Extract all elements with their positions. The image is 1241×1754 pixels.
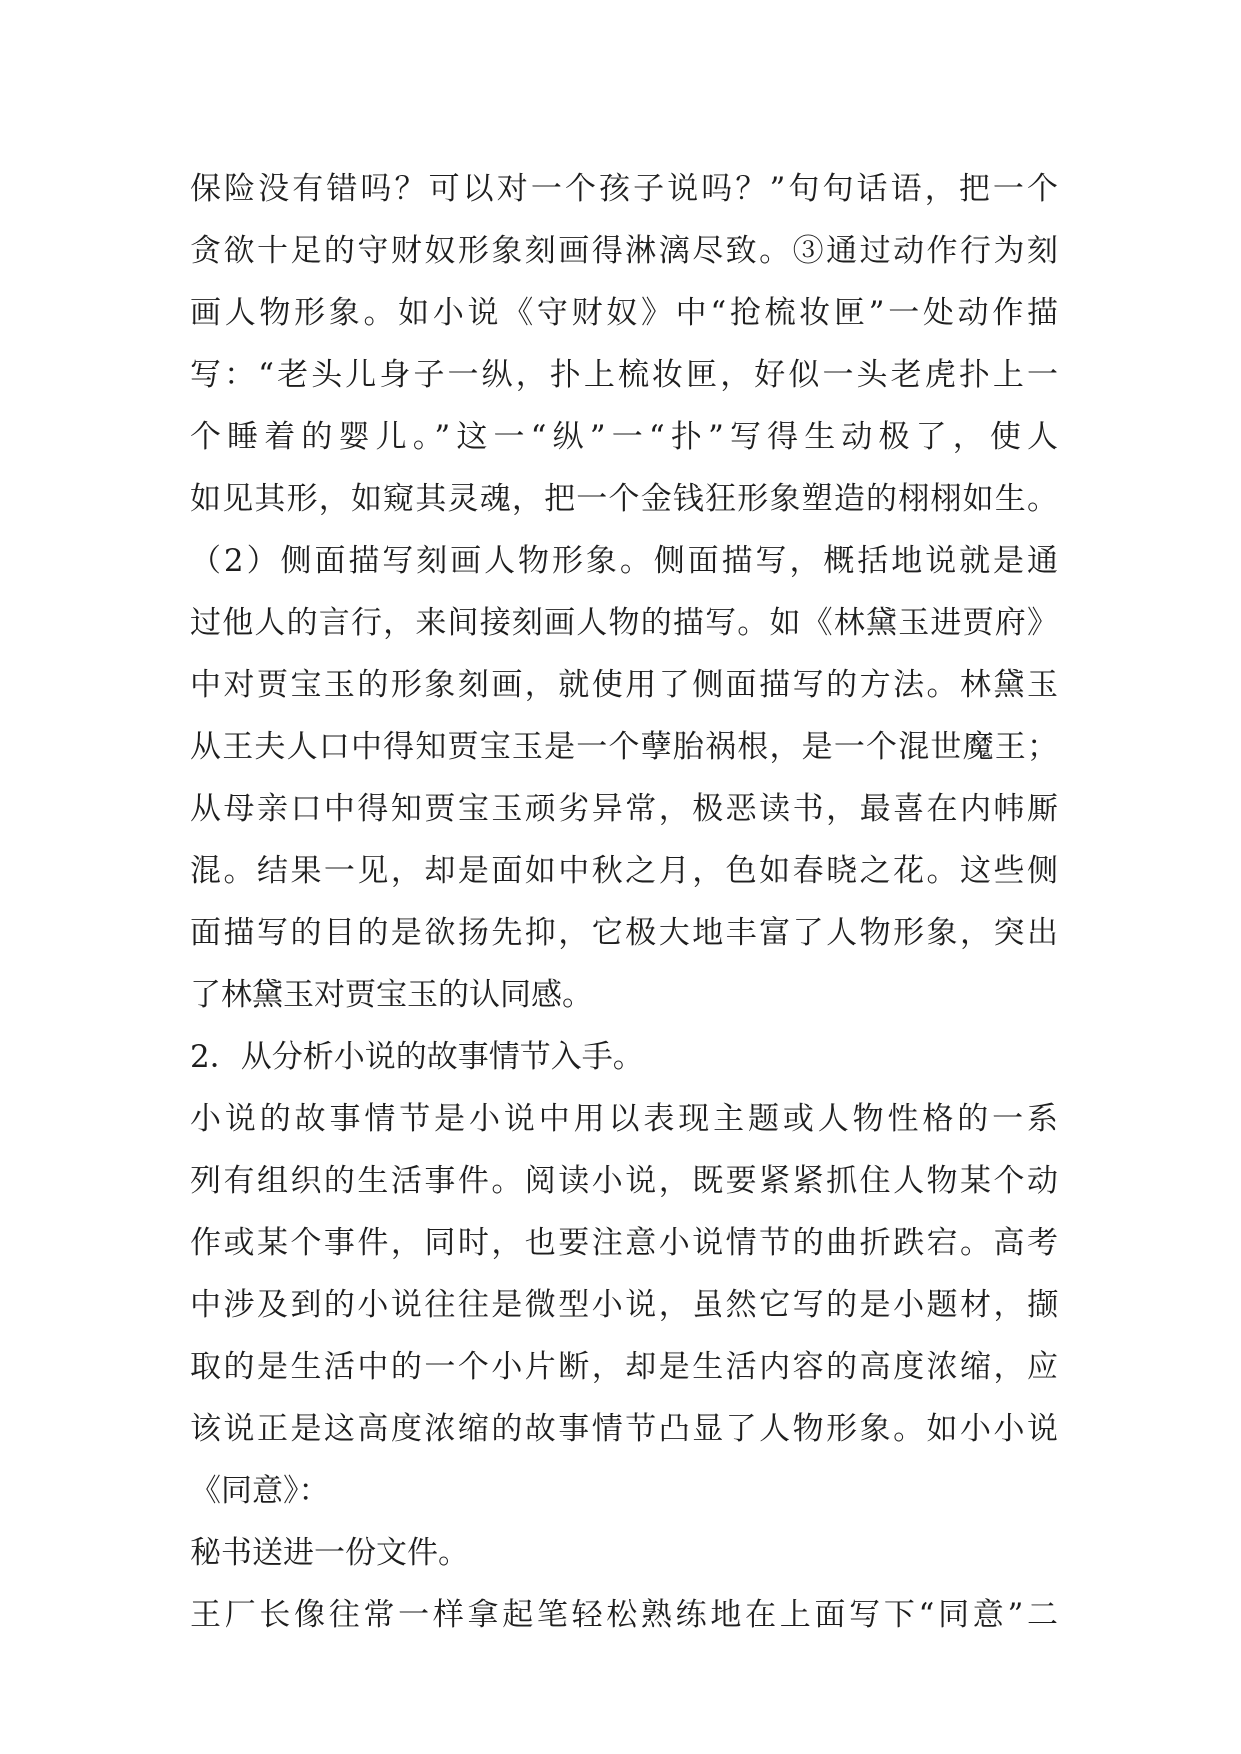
text-line: 从母亲口中得知贾宝玉顽劣异常，极恶读书，最喜在内帏厮 — [190, 791, 1058, 827]
text-line: 从王夫人口中得知贾宝玉是一个孽胎祸根，是一个混世魔王； — [190, 729, 1058, 765]
text-line: 作或某个事件，同时，也要注意小说情节的曲折跌宕。高考 — [190, 1225, 1058, 1261]
text-line: 该说正是这高度浓缩的故事情节凸显了人物形象。如小小说 — [190, 1411, 1058, 1447]
text-line: 面描写的目的是欲扬先抑，它极大地丰富了人物形象，突出 — [190, 915, 1058, 951]
text-line: 取的是生活中的一个小片断，却是生活内容的高度浓缩，应 — [190, 1349, 1058, 1385]
text-line: 写：“老头儿身子一纵，扑上梳妆匣，好似一头老虎扑上一 — [190, 357, 1058, 393]
text-line: 贪欲十足的守财奴形象刻画得淋漓尽致。③通过动作行为刻 — [190, 233, 1058, 269]
text-line: （2）侧面描写刻画人物形象。侧面描写，概括地说就是通 — [190, 543, 1058, 579]
text-line: 个睡着的婴儿。”这一“纵”一“扑”写得生动极了，使人 — [190, 419, 1058, 455]
text-line: 过他人的言行，来间接刻画人物的描写。如《林黛玉进贾府》 — [190, 605, 1058, 641]
text-line: 保险没有错吗？可以对一个孩子说吗？”句句话语，把一个 — [190, 171, 1058, 207]
text-line: 王厂长像往常一样拿起笔轻松熟练地在上面写下“同意”二 — [190, 1597, 1058, 1633]
text-line: 列有组织的生活事件。阅读小说，既要紧紧抓住人物某个动 — [190, 1163, 1058, 1199]
text-line: 《同意》： — [190, 1473, 330, 1509]
text-line: 了林黛玉对贾宝玉的认同感。 — [190, 977, 593, 1013]
text-line: 中涉及到的小说往往是微型小说，虽然它写的是小题材，撷 — [190, 1287, 1058, 1323]
text-line: 2．从分析小说的故事情节入手。 — [190, 1039, 644, 1075]
text-line: 画人物形象。如小说《守财奴》中“抢梳妆匣”一处动作描 — [190, 295, 1058, 331]
text-line: 混。结果一见，却是面如中秋之月，色如春晓之花。这些侧 — [190, 853, 1058, 889]
document-body — [190, 158, 1058, 1646]
text-line: 中对贾宝玉的形象刻画，就使用了侧面描写的方法。林黛玉 — [190, 667, 1058, 703]
text-line: 如见其形，如窥其灵魂，把一个金钱狂形象塑造的栩栩如生。 — [190, 481, 1058, 517]
text-line: 秘书送进一份文件。 — [190, 1535, 469, 1571]
text-line: 小说的故事情节是小说中用以表现主题或人物性格的一系 — [190, 1101, 1058, 1137]
